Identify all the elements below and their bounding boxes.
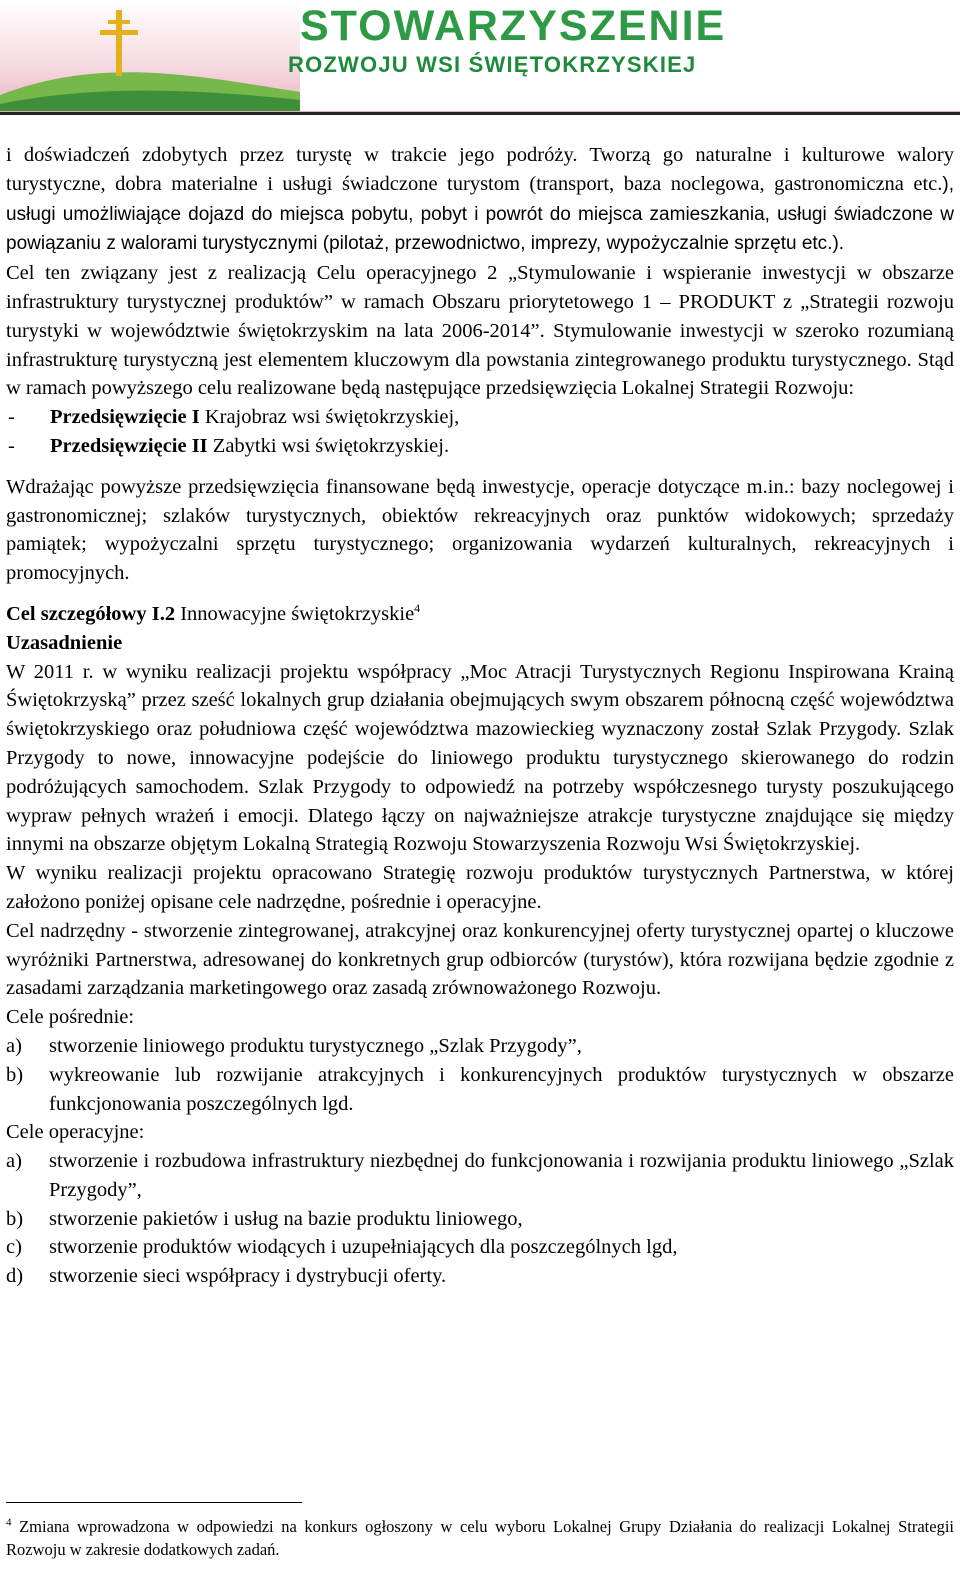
section-subheading: Uzasadnienie xyxy=(6,631,123,654)
intermediate-goals-label: Cele pośrednie: xyxy=(6,1006,135,1029)
paragraph-goal: Cel ten związany jest z realizacją Celu operacyjnego 2 „Stymulowanie i wspieranie inwestycji w obszarze infrastruktury turystycznej produktów” w ramach Obszaru priorytetowego 1 – PRODUKT z „Strategii rozwoju turystyki w województwie świętokrzyskim na lata 2006-2014”. Stymulowanie inwestycji w szeroko rozumianą infrastrukturę turystyczną jest elementem kluczowym dla powstania zintegrowanego produktu turystycznego. Stąd w ramach powyższego celu realizowane będą następujące przedsięwzięcia Lokalnej Strategii Rozwoju: xyxy=(6,262,954,400)
measure-title: Przedsięwzięcie I xyxy=(50,406,200,429)
list-marker: c) xyxy=(6,1236,22,1259)
list-item-text: stworzenie i rozbudowa infrastruktury niezbędnej do funkcjonowania i rozwijania produktu liniowego „Szlak Przygody”, xyxy=(49,1150,954,1201)
org-name: STOWARZYSZENIE xyxy=(300,2,727,50)
header-banner xyxy=(0,0,960,130)
paragraph-intro-sans: ), usługi umożliwiające dojazd do miejsca pobytu, pobyt i powrót do miejsca zamieszkania, usługi świadczone w powiązaniu z walorami turystycznymi (pilotaż, przewodnictwo, imprezy, wypożyczalnie sprzętu etc.). xyxy=(6,173,954,255)
footnote xyxy=(6,1515,954,1561)
list-item xyxy=(6,1061,954,1119)
measure-text: Krajobraz wsi świętokrzyskiej, xyxy=(199,406,460,429)
list-item-text: stworzenie pakietów i usług na bazie produktu liniowego, xyxy=(49,1207,523,1230)
measure-title: Przedsięwzięcie II xyxy=(50,434,208,457)
list-marker: b) xyxy=(6,1063,24,1086)
operational-goals-label: Cele operacyjne: xyxy=(6,1121,145,1144)
list-item-text: stworzenie produktów wiodących i uzupełniających dla poszczególnych lgd, xyxy=(49,1236,678,1259)
paragraph-intro-serif: i doświadczeń zdobytych przez turystę w trakcie jego podróży. Tworzą go naturalne i kulturowe walory turystyczne, dobra materialne i usługi świadczone turystom (transport, baza noclegowa, gastronomiczna etc. xyxy=(6,144,954,195)
footnote-divider xyxy=(6,1502,302,1503)
paragraph-intro xyxy=(6,141,954,259)
list-marker: - xyxy=(8,406,15,429)
list-item-text: stworzenie sieci współpracy i dystrybucji oferty. xyxy=(49,1265,447,1288)
footnote-number: 4 xyxy=(6,1516,12,1529)
list-item xyxy=(6,1032,954,1061)
list-item xyxy=(6,1147,954,1205)
list-item xyxy=(6,1205,954,1234)
paragraph-main-goal: Cel nadrzędny - stworzenie zintegrowanej, atrakcyjnej oraz konkurencyjnej oferty turystycznej opartej o kluczowe wyróżniki Partnerstwa, adresowanej do konkretnych grup odbiorców (turystów), która rozwijana będzie zgodnie z zasadami zarządzania marketingowego oraz zasadą zrównoważonego Rozwoju. xyxy=(6,919,954,1000)
list-marker: a) xyxy=(6,1034,22,1057)
footnote-ref: 4 xyxy=(414,601,421,616)
list-item-text: wykreowanie lub rozwijanie atrakcyjnych i konkurencyjnych produktów turystycznych w obszarze funkcjonowania poszczególnych lgd. xyxy=(49,1063,954,1115)
list-marker: d) xyxy=(6,1265,24,1288)
section-heading-text: Innowacyjne świętokrzyskie xyxy=(175,602,415,625)
section-heading xyxy=(6,600,954,629)
paragraph-project: W 2011 r. w wyniku realizacji projektu współpracy „Moc Atracji Turystycznych Regionu Inspirowana Krainą Świętokrzyską” przez sześć lokalnych grup działania obejmujących swym obszarem północną część województwa świętokrzyskiego oraz południowa część województwa mazowieckieg wyznaczony został Szlak Przygody. Szlak Przygody to nowe, innowacyjne podejście do liniowego produktu turystycznego skierowanego do rodzin podróżujących samochodem. Szlak Przygody to odpowiedź na potrzeby współczesnego turysty poszukującego wypraw pełnych wrażeń i emocji. Dlatego łączy on najważniejsze atrakcje turystyczne znajdujące się między innymi na obszarze objętym Lokalną Strategią Rozwoju Stowarzyszenia Rozwoju Wsi Świętokrzyskiej. xyxy=(6,660,954,856)
measure-item-1 xyxy=(6,403,954,432)
section-heading-bold: Cel szczegółowy I.2 xyxy=(6,602,176,625)
header-divider xyxy=(0,112,960,115)
paragraph-investments: Wdrażając powyższe przedsięwzięcia finansowane będą inwestycje, operacje dotyczące m.in.: bazy noclegowej i gastronomicznej; szlaków turystycznych, obiektów rekreacyjnych oraz punktów widokowych; sprzedaży pamiątek; wypożyczalni sprzętu turystycznego; organizowania wydarzeń kulturalnych, rekreacyjnych i promocyjnych. xyxy=(6,475,954,585)
list-item-text: stworzenie liniowego produktu turystycznego „Szlak Przygody”, xyxy=(49,1034,582,1057)
org-subtitle: ROZWOJU WSI ŚWIĘTOKRZYSKIEJ xyxy=(288,52,697,77)
footnote-text: Zmiana wprowadzona w odpowiedzi na konkurs ogłoszony w celu wyboru Lokalnej Grupy Działania do realizacji Lokalnej Strategii Rozwoju w zakresie dodatkowych zadań. xyxy=(6,1517,954,1559)
list-marker: b) xyxy=(6,1207,24,1230)
measure-item-2 xyxy=(6,432,954,461)
list-marker: - xyxy=(8,434,15,457)
list-item xyxy=(6,1262,954,1291)
document-body xyxy=(6,141,954,1291)
list-marker: a) xyxy=(6,1150,22,1173)
paragraph-strategy: W wyniku realizacji projektu opracowano Strategię rozwoju produktów turystycznych Partnerstwa, w której założono poniżej opisane cele nadrzędne, pośrednie i operacyjne. xyxy=(6,862,954,913)
measure-text: Zabytki wsi świętokrzyskiej. xyxy=(207,434,450,457)
list-item xyxy=(6,1233,954,1262)
